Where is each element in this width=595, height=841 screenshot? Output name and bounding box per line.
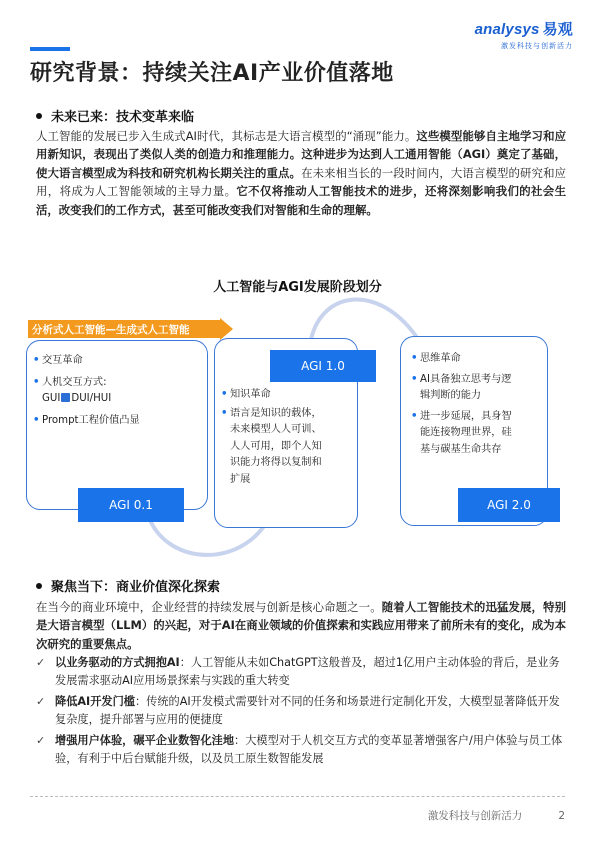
- interface-switch-icon: [61, 393, 70, 402]
- card1-item-2: • 人机交互方式: GUI DUI/HUI: [33, 376, 112, 404]
- agi-tag-0-1: AGI 0.1: [78, 488, 184, 522]
- footer-divider: [30, 796, 565, 797]
- page-title: 研究背景：持续关注AI产业价值落地: [30, 61, 394, 86]
- section1-sentence-5: 它不仅将推动人工智能技术的进步，还将深刻影响我们的社会生活，改变我们的工作方式，甚至可能改变我们对智能和生命的理解。: [36, 184, 566, 217]
- agi-card-0-1: [26, 340, 208, 510]
- section2-intro: [36, 598, 566, 653]
- checkmark-icon: ✓: [36, 656, 46, 669]
- footer-slogan: 激发科技与创新活力: [427, 810, 523, 822]
- logo-brand: analysys: [474, 21, 540, 38]
- point-item-2: ✓ 降低AI开发门槛：传统的AI开发模式需要针对不同的任务和场景进行定制化开发，大模型显著降低开发复杂度，提升部署与应用的便捷度: [36, 695, 560, 726]
- logo-slogan: 激发科技与创新活力: [501, 42, 573, 50]
- card3-item-2: • AI具备独立思考与逻 辑判断的能力: [411, 373, 512, 401]
- card1-item-3: • Prompt工程价值凸显: [33, 414, 140, 426]
- page-footer: [428, 808, 565, 823]
- section2-heading-text: 聚焦当下：商业价值深化探索: [51, 580, 221, 595]
- point-item-1: ✓ 以业务驱动的方式拥抱AI：人工智能从未如ChatGPT这般普及，超过1亿用户主动体验的背后，是业务发展需求驱动AI应用场景探索与实践的重大转变: [36, 656, 560, 687]
- section1-heading-text: 未来已来：技术变革来临: [51, 110, 195, 125]
- agi-tag-2-0: AGI 2.0: [458, 488, 560, 522]
- section2-intro-2: 随着人工智能技术的迅猛发展，特别是大语言模型（LLM）的兴起，对于AI在商业领域的价值探索和实践应用带来了前所未有的变化，成为本次研究的重要焦点。: [36, 600, 566, 651]
- card2-item-1: • 知识革命: [221, 389, 271, 400]
- section1-sentence-1: 人工智能的发展已步入生成式AI时代，其标志是大语言模型的“涌现”能力。: [36, 129, 417, 143]
- card3-item-1: • 思维革命: [411, 353, 461, 364]
- section1-sentence-3: 这种进步为达到人工通用智能（AGI）奠定了基础，使大语言模型成为科技和研究机构长期关注的重点。: [36, 147, 566, 180]
- checkmark-icon: ✓: [36, 734, 46, 747]
- stage-banner-text: 分析式人工智能—生成式人工智能: [32, 324, 190, 336]
- stage-banner-arrow: [28, 318, 233, 340]
- point-item-3: ✓ 增强用户体验，碾平企业数智化洼地：大模型对于人机交互方式的变革显著增强客户/用户体验与员工体验，有利于中后台赋能升级，以及员工原生数智能发展: [36, 734, 563, 765]
- bullet-dot-icon: [36, 583, 42, 589]
- checkmark-icon: ✓: [36, 695, 46, 708]
- card2-item-2: • 语言是知识的载体， 未来模型人人可训、 人人可用，即个人知 识能力将得以复制和 扩展: [221, 407, 322, 485]
- card3-item-3: • 进一步延展，具身智 能连接物理世界，硅 基与碳基生命共存: [411, 410, 512, 455]
- section1-sentence-2: 这些模型能够自主地学习和应用新知识，表现出了类似人类的创造力和推理能力。: [36, 129, 566, 162]
- page-number: 2: [558, 810, 565, 822]
- diagram-title: 人工智能与AGI发展阶段划分: [213, 280, 382, 295]
- agi-tag-1-0: AGI 1.0: [270, 350, 376, 382]
- section1-sentence-4: 在未来相当长的一段时间内，大语言模型的研究和应用，将成为人工智能领域的主导力量。: [36, 165, 566, 199]
- card1-item-1: • 交互革命: [33, 355, 83, 366]
- section2-heading: [36, 576, 220, 595]
- section2-intro-1: 在当今的商业环境中，企业经营的持续发展与创新是核心命题之一。: [36, 600, 382, 614]
- logo-brand-cn: 易观: [542, 20, 573, 38]
